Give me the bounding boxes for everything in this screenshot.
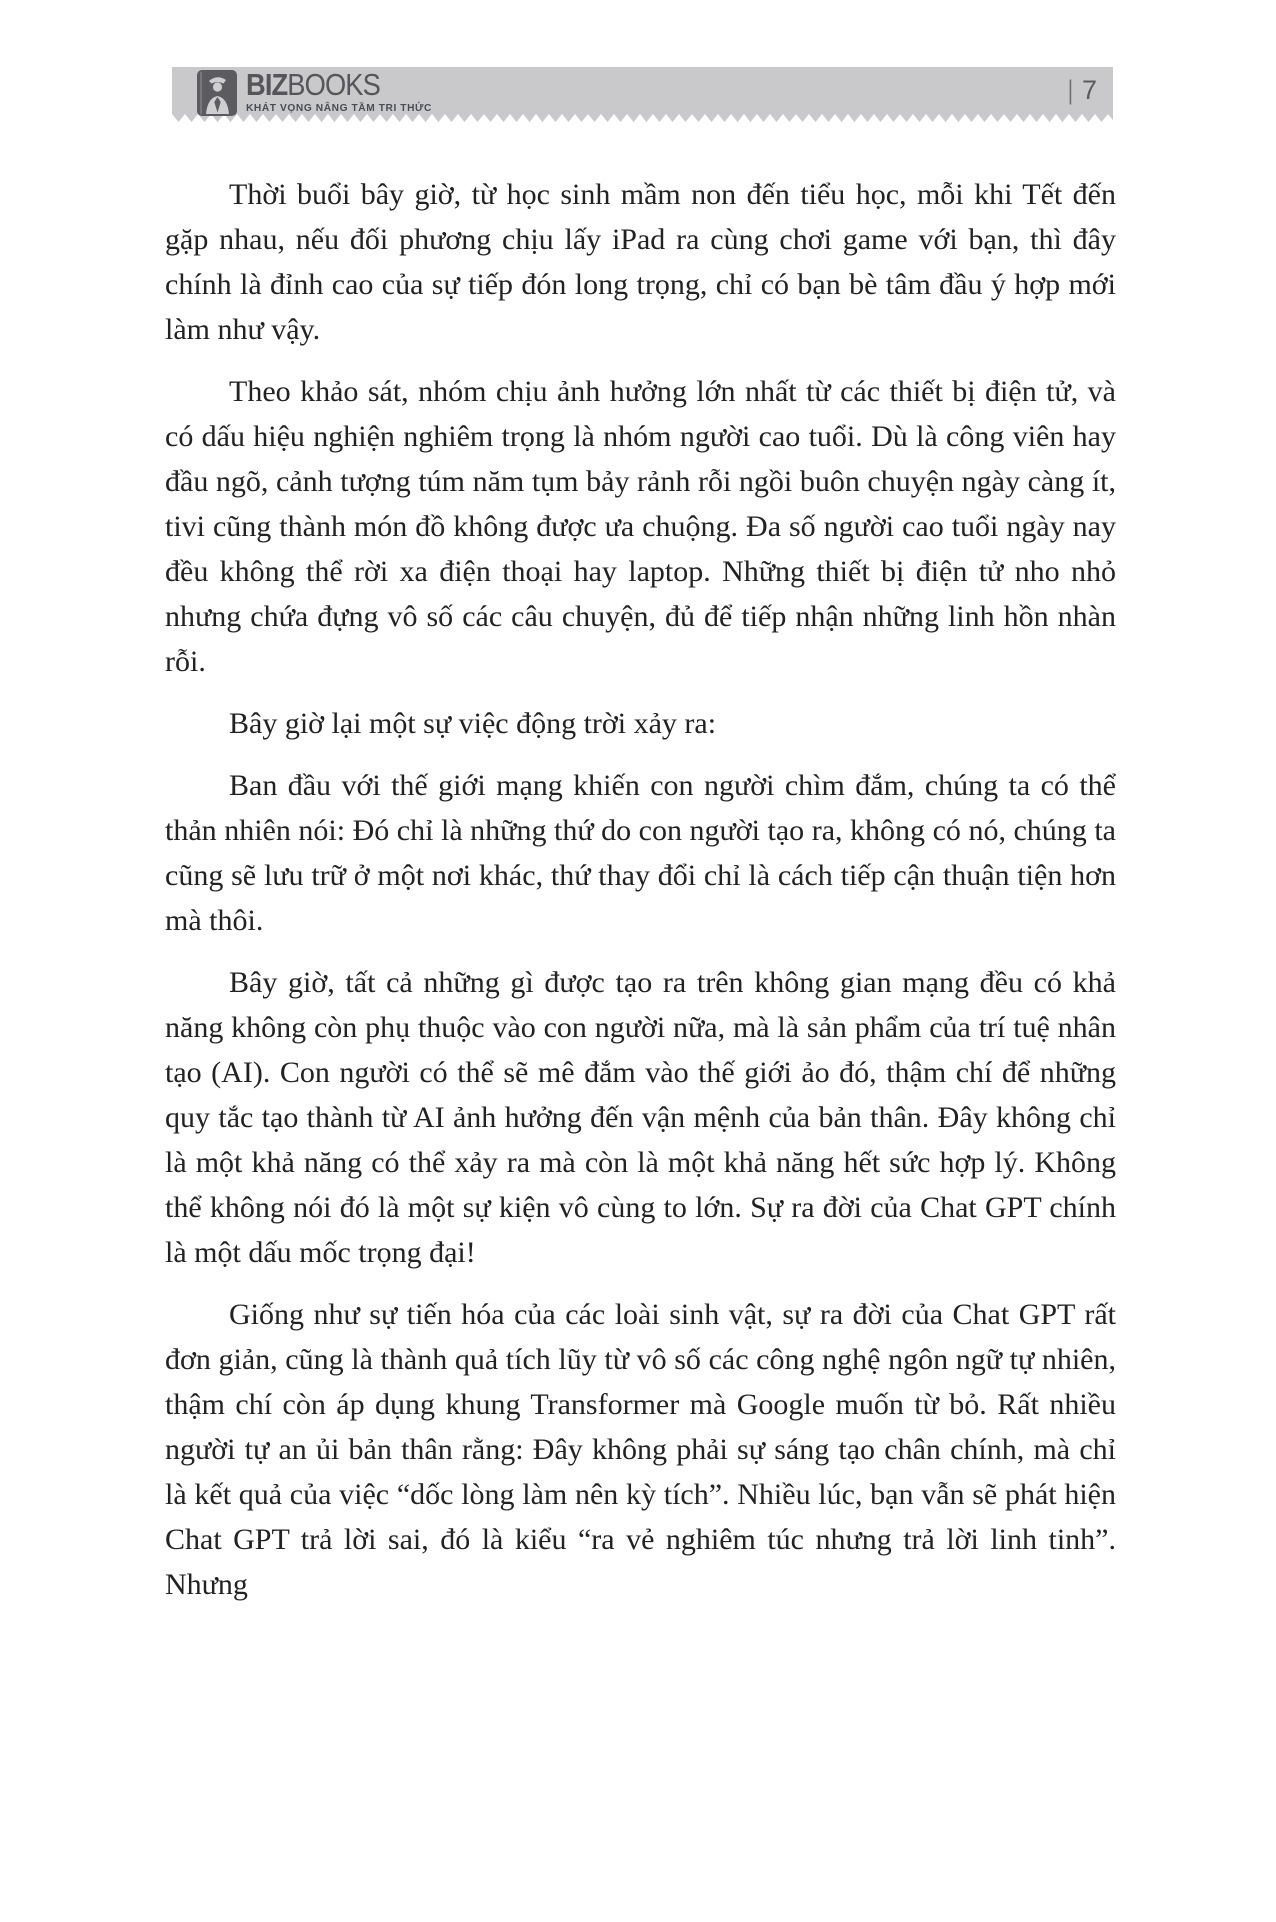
- logo-tagline: KHÁT VỌNG NÂNG TẦM TRI THỨC: [246, 102, 432, 114]
- paragraph: Bây giờ lại một sự việc động trời xảy ra:: [229, 707, 717, 740]
- page-number: 7: [1081, 75, 1097, 105]
- bizbooks-logo: [197, 67, 438, 116]
- logo-text-column: [246, 67, 438, 114]
- paragraph: Ban đầu với thế giới mạng khiến con người chìm đắm, chúng ta có thể thản nhiên nói: Đó chỉ là những thứ do con người tạo ra, không có nó, chúng ta cũng sẽ lưu trữ ở một nơi khác, thứ thay đổi chỉ là cách tiếp cận thuận tiện hơn mà thôi.: [165, 769, 1116, 937]
- paragraph: Thời buổi bây giờ, từ học sinh mầm non đến tiểu học, mỗi khi Tết đến gặp nhau, nếu đối phương chịu lấy iPad ra cùng chơi game với bạn, thì đây chính là đỉnh cao của sự tiếp đón long trọng, chỉ có bạn bè tâm đầu ý hợp mới làm như vậy.: [165, 178, 1116, 346]
- brand-books: BOOKS: [287, 67, 380, 102]
- paragraph: Bây giờ, tất cả những gì được tạo ra trên không gian mạng đều có khả năng không còn phụ thuộc vào con người nữa, mà là sản phẩm của trí tuệ nhân tạo (AI). Con người có thể sẽ mê đắm vào thế giới ảo đó, thậm chí để những quy tắc tạo thành từ AI ảnh hưởng đến vận mệnh của bản thân. Đây không chỉ là một khả năng có thể xảy ra mà còn là một khả năng hết sức hợp lý. Không thể không nói đó là một sự kiện vô cùng to lớn. Sự ra đời của Chat GPT chính là một dấu mốc trọng đại!: [165, 966, 1116, 1269]
- book-person-icon: [197, 70, 237, 116]
- paragraph: Giống như sự tiến hóa của các loài sinh vật, sự ra đời của Chat GPT rất đơn giản, cũng là thành quả tích lũy từ vô số các công nghệ ngôn ngữ tự nhiên, thậm chí còn áp dụng khung Transformer mà Google muốn từ bỏ. Rất nhiều người tự an ủi bản thân rằng: Đây không phải sự sáng tạo chân chính, mà chỉ là kết quả của việc “dốc lòng làm nên kỳ tích”. Nhiều lúc, bạn vẫn sẽ phát hiện Chat GPT trả lời sai, đó là kiểu “ra vẻ nghiêm túc nhưng trả lời linh tinh”. Nhưng: [165, 1298, 1116, 1601]
- brand-biz: BIZ: [246, 67, 288, 102]
- page-number-block: [1067, 67, 1097, 114]
- paragraph: Theo khảo sát, nhóm chịu ảnh hưởng lớn nhất từ các thiết bị điện tử, và có dấu hiệu nghiện nghiêm trọng là nhóm người cao tuổi. Dù là công viên hay đầu ngõ, cảnh tượng túm năm tụm bảy rảnh rỗi ngồi buôn chuyện ngày càng ít, tivi cũng thành món đồ không được ưa chuộng. Đa số người cao tuổi ngày nay đều không thể rời xa điện thoại hay laptop. Những thiết bị điện tử nho nhỏ nhưng chứa đựng vô số các câu chuyện, đủ để tiếp nhận những linh hồn nhàn rỗi.: [165, 375, 1116, 678]
- header-band: [172, 67, 1113, 114]
- page-number-separator: |: [1068, 75, 1073, 105]
- brand-wordmark: [246, 67, 415, 102]
- body-text: [165, 172, 1116, 1624]
